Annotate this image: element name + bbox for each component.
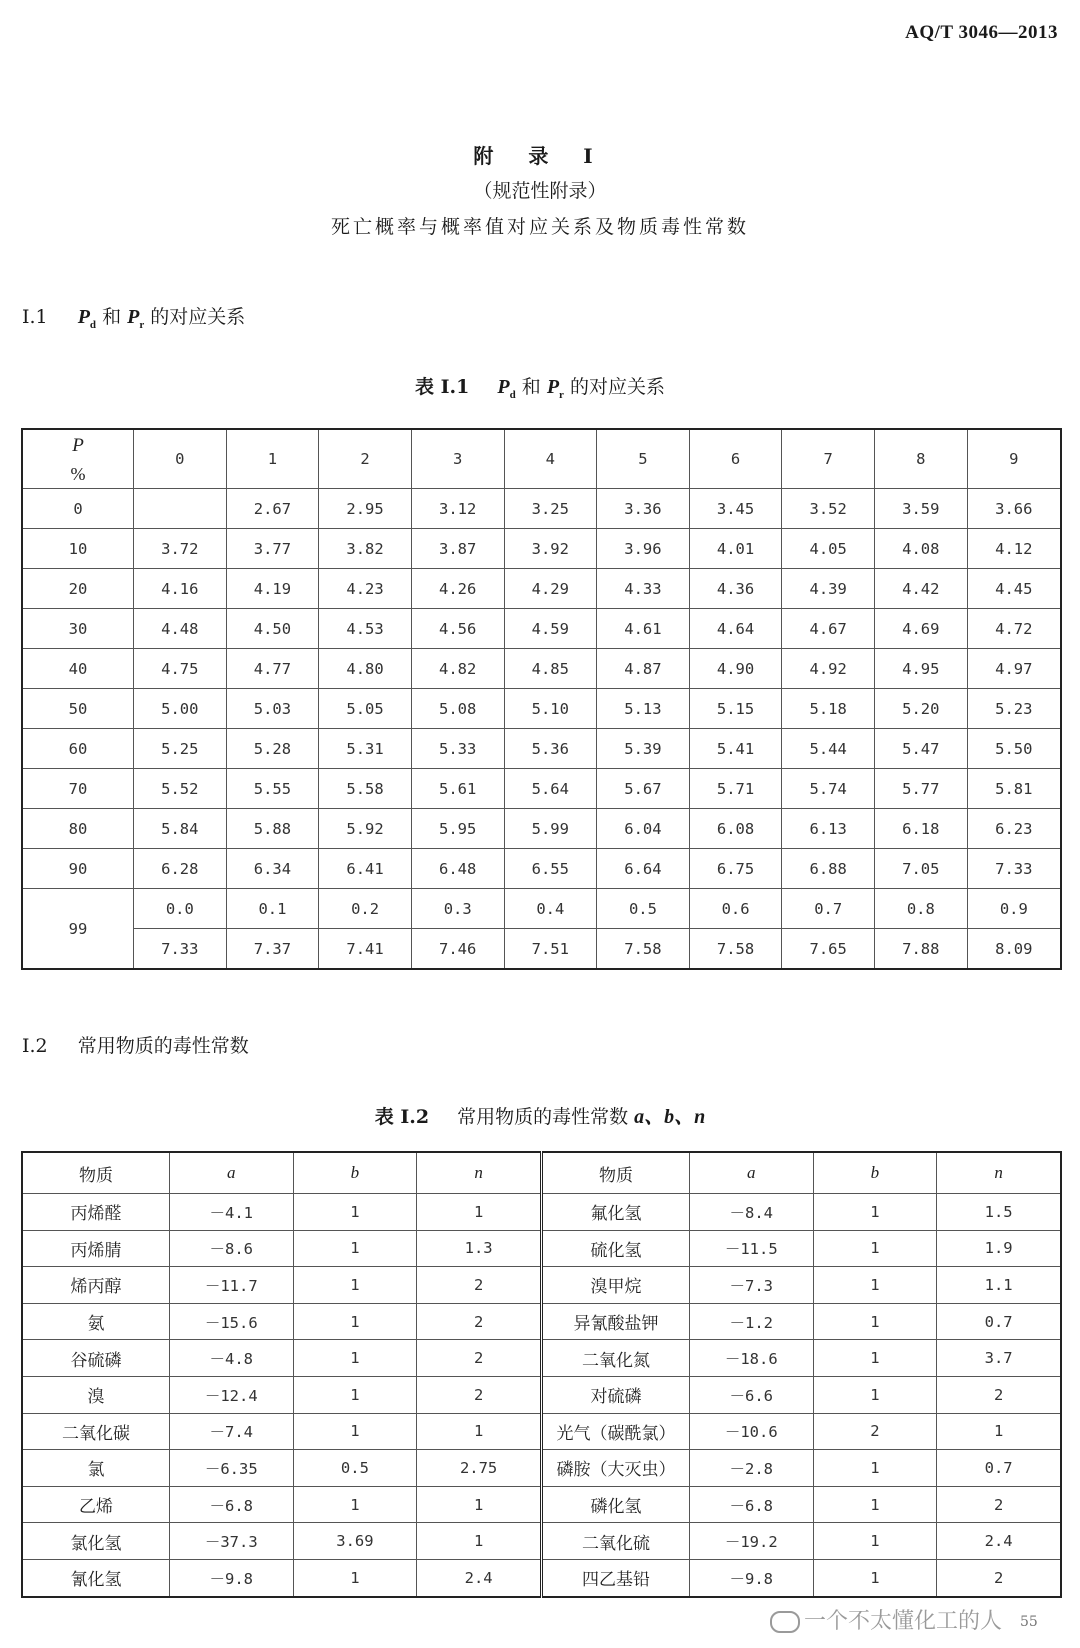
table-row xyxy=(22,1340,1061,1377)
page-number: 55 xyxy=(1020,1614,1038,1630)
table-cell: 6.88 xyxy=(782,849,875,889)
p-symbol: P xyxy=(72,434,84,456)
table-cell: 1 xyxy=(813,1267,937,1304)
table-cell: 3.59 xyxy=(875,489,968,529)
table-cell: 3.77 xyxy=(226,529,319,569)
table-cell: 5.92 xyxy=(319,809,412,849)
table-cell: 1 xyxy=(293,1340,417,1377)
table-cell: 4.19 xyxy=(226,569,319,609)
substance-name: 溴甲烷 xyxy=(541,1267,689,1304)
table-cell: 5.05 xyxy=(319,689,412,729)
substance-name: 氯 xyxy=(22,1450,169,1487)
table-cell: 6.23 xyxy=(967,809,1061,849)
table-cell: 4.90 xyxy=(689,649,782,689)
substance-name: 光气（碳酰氯） xyxy=(541,1413,689,1450)
watermark-text: 一个不太懂化工的人 xyxy=(804,1609,1003,1634)
row-label: 80 xyxy=(22,809,134,849)
table-cell: －10.6 xyxy=(689,1413,813,1450)
table-cell: 3.96 xyxy=(597,529,690,569)
table-cell: 4.80 xyxy=(319,649,412,689)
caption-number: 表 I.2 xyxy=(374,1106,430,1128)
column-header: 4 xyxy=(504,429,597,489)
table-row xyxy=(22,689,1061,729)
table-cell: 2 xyxy=(417,1267,542,1304)
table-cell: 0.7 xyxy=(937,1303,1061,1340)
table-cell: 3.52 xyxy=(782,489,875,529)
table-cell: 5.77 xyxy=(875,769,968,809)
table-cell: 1 xyxy=(293,1194,417,1231)
table-cell: －8.6 xyxy=(169,1230,293,1267)
table-cell: 0.7 xyxy=(937,1450,1061,1487)
table-cell: －2.8 xyxy=(689,1450,813,1487)
column-header: 8 xyxy=(875,429,968,489)
table-cell: 2 xyxy=(937,1486,1061,1523)
table-cell: 7.33 xyxy=(967,849,1061,889)
table-cell: 6.28 xyxy=(134,849,227,889)
column-header: 9 xyxy=(967,429,1061,489)
table-cell: 4.42 xyxy=(875,569,968,609)
section-heading-1 xyxy=(22,302,245,331)
table-cell: 5.08 xyxy=(411,689,504,729)
table-cell: 1 xyxy=(813,1376,937,1413)
table-cell: 4.59 xyxy=(504,609,597,649)
table-cell: 2 xyxy=(813,1413,937,1450)
table-cell: 6.75 xyxy=(689,849,782,889)
corner-p xyxy=(23,431,133,460)
table-cell: 7.46 xyxy=(411,929,504,970)
table-row xyxy=(22,489,1061,529)
table-cell: 7.58 xyxy=(597,929,690,970)
table-cell: 5.28 xyxy=(226,729,319,769)
table-cell: 4.26 xyxy=(411,569,504,609)
substance-name: 溴 xyxy=(22,1376,169,1413)
table-cell: 1 xyxy=(937,1413,1061,1450)
table-cell: 2.67 xyxy=(226,489,319,529)
table-cell: 1 xyxy=(293,1230,417,1267)
table-cell: 2 xyxy=(937,1376,1061,1413)
table-cell: 5.15 xyxy=(689,689,782,729)
table-row xyxy=(22,609,1061,649)
table-cell: 5.67 xyxy=(597,769,690,809)
substance-name: 异氰酸盐钾 xyxy=(541,1303,689,1340)
table-cell: 5.10 xyxy=(504,689,597,729)
table-cell: －9.8 xyxy=(169,1559,293,1596)
table-row xyxy=(22,1194,1061,1231)
table-cell: 7.58 xyxy=(689,929,782,970)
table-cell: 1 xyxy=(293,1486,417,1523)
table-row xyxy=(22,1303,1061,1340)
appendix-title: 附 录 I xyxy=(473,144,607,168)
section-title: 常用物质的毒性常数 xyxy=(77,1035,249,1057)
table-cell: 1 xyxy=(293,1303,417,1340)
pd-symbol: $P_d$ xyxy=(77,306,97,331)
table-cell: 5.58 xyxy=(319,769,412,809)
table-cell: 1 xyxy=(293,1413,417,1450)
table2-caption xyxy=(0,1100,1080,1129)
table-cell: 3.36 xyxy=(597,489,690,529)
pd-symbol: $P_d$ xyxy=(497,376,516,401)
substance-name: 丙烯醛 xyxy=(22,1194,169,1231)
table-cell: 5.13 xyxy=(597,689,690,729)
row-label: 99 xyxy=(22,889,134,970)
table-cell: 2.4 xyxy=(937,1523,1061,1560)
table-cell: 5.50 xyxy=(967,729,1061,769)
column-header: 7 xyxy=(782,429,875,489)
table-cell: 1 xyxy=(813,1523,937,1560)
column-header: 0 xyxy=(134,429,227,489)
row-label: 30 xyxy=(22,609,134,649)
substance-name: 二氧化碳 xyxy=(22,1413,169,1450)
column-header: a xyxy=(169,1152,293,1194)
table-cell: 7.33 xyxy=(134,929,227,970)
table-cell: 1 xyxy=(293,1376,417,1413)
table-cell: 1 xyxy=(813,1194,937,1231)
table-cell: －6.35 xyxy=(169,1450,293,1487)
table-cell: 3.7 xyxy=(937,1340,1061,1377)
substance-name: 磷胺（大灭虫） xyxy=(541,1450,689,1487)
column-header: 6 xyxy=(689,429,782,489)
table-cell: 0.8 xyxy=(875,889,968,929)
row-label: 70 xyxy=(22,769,134,809)
table-cell: 4.69 xyxy=(875,609,968,649)
substance-name: 烯丙醇 xyxy=(22,1267,169,1304)
table-cell: 5.33 xyxy=(411,729,504,769)
table-cell: 3.12 xyxy=(411,489,504,529)
appendix-name: 死亡概率与概率值对应关系及物质毒性常数 xyxy=(330,216,749,238)
table-cell: 5.99 xyxy=(504,809,597,849)
caption-text: 常用物质的毒性常数 xyxy=(457,1106,629,1128)
table-cell: 0.5 xyxy=(293,1450,417,1487)
row-label: 10 xyxy=(22,529,134,569)
table-cell: 4.82 xyxy=(411,649,504,689)
substance-name: 二氧化硫 xyxy=(541,1523,689,1560)
table-cell: 4.16 xyxy=(134,569,227,609)
table-cell: 6.41 xyxy=(319,849,412,889)
table-cell: 0.0 xyxy=(134,889,227,929)
and-word: 和 xyxy=(521,376,541,398)
table-cell: 1 xyxy=(813,1303,937,1340)
table-cell: 4.64 xyxy=(689,609,782,649)
and-word: 和 xyxy=(102,306,122,328)
table-cell: 2 xyxy=(417,1340,542,1377)
table-cell: 1.1 xyxy=(937,1267,1061,1304)
column-header: 2 xyxy=(319,429,412,489)
table-cell: 6.55 xyxy=(504,849,597,889)
corner-cell xyxy=(22,429,134,489)
table-cell: 2 xyxy=(417,1376,542,1413)
table-cell: －12.4 xyxy=(169,1376,293,1413)
table-cell: 1 xyxy=(293,1559,417,1596)
table-cell: －1.2 xyxy=(689,1303,813,1340)
table-cell: 5.61 xyxy=(411,769,504,809)
table-cell: 5.55 xyxy=(226,769,319,809)
table-cell: 0.7 xyxy=(782,889,875,929)
table-cell: －8.4 xyxy=(689,1194,813,1231)
pr-symbol: $P_r$ xyxy=(546,376,564,401)
table-cell: 5.41 xyxy=(689,729,782,769)
table-cell: 4.97 xyxy=(967,649,1061,689)
table-cell: 7.41 xyxy=(319,929,412,970)
table-row xyxy=(22,849,1061,889)
table-cell: 6.08 xyxy=(689,809,782,849)
table-cell: 2 xyxy=(417,1303,542,1340)
table-cell: 6.18 xyxy=(875,809,968,849)
standard-code: AQ/T 3046—2013 xyxy=(905,22,1058,43)
table-cell: 4.50 xyxy=(226,609,319,649)
table-cell: 4.12 xyxy=(967,529,1061,569)
table-cell: 4.53 xyxy=(319,609,412,649)
table-cell: 3.25 xyxy=(504,489,597,529)
row-label: 60 xyxy=(22,729,134,769)
table-cell: 4.67 xyxy=(782,609,875,649)
table-cell: －6.8 xyxy=(689,1486,813,1523)
table-row-99-subheader xyxy=(22,889,1061,929)
substance-name: 硫化氢 xyxy=(541,1230,689,1267)
table-cell: 5.18 xyxy=(782,689,875,729)
substance-name: 氨 xyxy=(22,1303,169,1340)
table-cell: －37.3 xyxy=(169,1523,293,1560)
table-cell: 7.88 xyxy=(875,929,968,970)
table-cell: 4.05 xyxy=(782,529,875,569)
column-header: 1 xyxy=(226,429,319,489)
table-cell: 7.05 xyxy=(875,849,968,889)
table-cell: 1 xyxy=(813,1486,937,1523)
table-cell: 3.66 xyxy=(967,489,1061,529)
appendix-subtitle: （规范性附录） xyxy=(473,180,607,202)
table-cell: 2.95 xyxy=(319,489,412,529)
table-cell: 4.45 xyxy=(967,569,1061,609)
table-cell: 0.3 xyxy=(411,889,504,929)
table-cell: 0.5 xyxy=(597,889,690,929)
table-cell: 3.92 xyxy=(504,529,597,569)
row-label: 40 xyxy=(22,649,134,689)
table-cell: 4.56 xyxy=(411,609,504,649)
caption-vars: a、b、n xyxy=(634,1106,706,1128)
table-cell: 1 xyxy=(417,1413,542,1450)
column-header: a xyxy=(689,1152,813,1194)
table-cell: －7.3 xyxy=(689,1267,813,1304)
table-cell: 7.65 xyxy=(782,929,875,970)
table-cell: 8.09 xyxy=(967,929,1061,970)
table-cell: 4.72 xyxy=(967,609,1061,649)
table-cell: 4.23 xyxy=(319,569,412,609)
table-row xyxy=(22,1267,1061,1304)
row-label: 90 xyxy=(22,849,134,889)
table-cell: 3.45 xyxy=(689,489,782,529)
table-cell: 2 xyxy=(937,1559,1061,1596)
column-header: 3 xyxy=(411,429,504,489)
section-number: I.1 xyxy=(22,306,48,328)
table-cell: 4.92 xyxy=(782,649,875,689)
table-cell: 5.23 xyxy=(967,689,1061,729)
table-cell: 3.69 xyxy=(293,1523,417,1560)
watermark xyxy=(770,1604,1002,1635)
table-row xyxy=(22,729,1061,769)
wechat-icon xyxy=(770,1611,800,1633)
section-number: I.2 xyxy=(22,1035,48,1057)
table-cell: 4.75 xyxy=(134,649,227,689)
table-cell: 1 xyxy=(813,1340,937,1377)
row-label: 0 xyxy=(22,489,134,529)
table-cell: －9.8 xyxy=(689,1559,813,1596)
table-cell: 5.00 xyxy=(134,689,227,729)
table1-caption xyxy=(0,372,1080,401)
table-cell: －11.5 xyxy=(689,1230,813,1267)
caption-tail: 的对应关系 xyxy=(569,376,665,398)
substance-name: 二氧化氮 xyxy=(541,1340,689,1377)
table-cell: 4.33 xyxy=(597,569,690,609)
table-row xyxy=(22,1559,1061,1596)
table-cell: 5.03 xyxy=(226,689,319,729)
table-cell: 5.36 xyxy=(504,729,597,769)
table-row xyxy=(22,1486,1061,1523)
table-cell: 5.95 xyxy=(411,809,504,849)
table-cell xyxy=(134,489,227,529)
table-cell: 2.4 xyxy=(417,1559,542,1596)
table-cell: 5.31 xyxy=(319,729,412,769)
column-header: n xyxy=(417,1152,542,1194)
toxicity-constants-table xyxy=(21,1151,1062,1598)
table-cell: 1 xyxy=(813,1559,937,1596)
table-header-row xyxy=(22,1152,1061,1194)
table-cell: 1 xyxy=(417,1194,542,1231)
table-cell: 0.2 xyxy=(319,889,412,929)
substance-name: 四乙基铅 xyxy=(541,1559,689,1596)
table-cell: 6.13 xyxy=(782,809,875,849)
table-cell: －4.8 xyxy=(169,1340,293,1377)
substance-name: 磷化氢 xyxy=(541,1486,689,1523)
substance-name: 氟化氢 xyxy=(541,1194,689,1231)
table-cell: 0.1 xyxy=(226,889,319,929)
table-cell: 1 xyxy=(813,1230,937,1267)
table-cell: 5.84 xyxy=(134,809,227,849)
table-row xyxy=(22,569,1061,609)
table-cell: －11.7 xyxy=(169,1267,293,1304)
row-label: 20 xyxy=(22,569,134,609)
table-cell: －15.6 xyxy=(169,1303,293,1340)
substance-name: 谷硫磷 xyxy=(22,1340,169,1377)
table-cell: 4.48 xyxy=(134,609,227,649)
table-cell: 4.29 xyxy=(504,569,597,609)
table-cell: 1 xyxy=(417,1523,542,1560)
table-row xyxy=(22,529,1061,569)
table-cell: 1.9 xyxy=(937,1230,1061,1267)
table-cell: 4.08 xyxy=(875,529,968,569)
section-title-tail: 的对应关系 xyxy=(150,306,246,328)
table-cell: 1 xyxy=(293,1267,417,1304)
table-cell: －6.6 xyxy=(689,1376,813,1413)
table-cell: 5.71 xyxy=(689,769,782,809)
table-cell: 3.72 xyxy=(134,529,227,569)
corner-unit: % xyxy=(70,463,86,484)
substance-name: 氯化氢 xyxy=(22,1523,169,1560)
table-cell: 7.37 xyxy=(226,929,319,970)
table-row xyxy=(22,1413,1061,1450)
table-cell: 1 xyxy=(417,1486,542,1523)
table-cell: 5.44 xyxy=(782,729,875,769)
column-header: 物质 xyxy=(541,1152,689,1194)
table-cell: 5.47 xyxy=(875,729,968,769)
table-cell: 4.39 xyxy=(782,569,875,609)
table-cell: 5.81 xyxy=(967,769,1061,809)
table-cell: 5.39 xyxy=(597,729,690,769)
substance-name: 乙烯 xyxy=(22,1486,169,1523)
substance-name: 丙烯腈 xyxy=(22,1230,169,1267)
column-header: 物质 xyxy=(22,1152,169,1194)
table-cell: 4.61 xyxy=(597,609,690,649)
substance-name: 氰化氢 xyxy=(22,1559,169,1596)
table-cell: 4.95 xyxy=(875,649,968,689)
column-header: n xyxy=(937,1152,1061,1194)
table-cell: 5.74 xyxy=(782,769,875,809)
table-row xyxy=(22,649,1061,689)
table-cell: 6.64 xyxy=(597,849,690,889)
table-row xyxy=(22,1523,1061,1560)
table-cell: 5.52 xyxy=(134,769,227,809)
substance-name: 对硫磷 xyxy=(541,1376,689,1413)
table-row-99-values xyxy=(22,929,1061,970)
pr-symbol: $P_r$ xyxy=(127,306,145,331)
table-cell: 4.85 xyxy=(504,649,597,689)
table-cell: 0.4 xyxy=(504,889,597,929)
table-cell: 6.48 xyxy=(411,849,504,889)
table-row xyxy=(22,1376,1061,1413)
table-cell: 1.5 xyxy=(937,1194,1061,1231)
table-cell: 3.82 xyxy=(319,529,412,569)
table-cell: 2.75 xyxy=(417,1450,542,1487)
table-cell: 0.9 xyxy=(967,889,1061,929)
table-cell: 1 xyxy=(813,1450,937,1487)
table-cell: 5.88 xyxy=(226,809,319,849)
table-cell: 5.64 xyxy=(504,769,597,809)
section-heading-2 xyxy=(22,1031,249,1058)
table-cell: 5.25 xyxy=(134,729,227,769)
caption-number: 表 I.1 xyxy=(414,376,470,398)
table-cell: 0.6 xyxy=(689,889,782,929)
table-cell: 4.36 xyxy=(689,569,782,609)
row-label: 50 xyxy=(22,689,134,729)
table-row xyxy=(22,809,1061,849)
column-header: 5 xyxy=(597,429,690,489)
table-cell: 3.87 xyxy=(411,529,504,569)
table-cell: 4.77 xyxy=(226,649,319,689)
table-cell: 7.51 xyxy=(504,929,597,970)
table-row xyxy=(22,1450,1061,1487)
probit-table xyxy=(21,428,1062,970)
column-header: b xyxy=(293,1152,417,1194)
table-cell: 5.20 xyxy=(875,689,968,729)
table-cell: 4.87 xyxy=(597,649,690,689)
table-cell: －7.4 xyxy=(169,1413,293,1450)
column-header: b xyxy=(813,1152,937,1194)
table-cell: 4.01 xyxy=(689,529,782,569)
table-cell: 1.3 xyxy=(417,1230,542,1267)
table-cell: －6.8 xyxy=(169,1486,293,1523)
table-cell: －4.1 xyxy=(169,1194,293,1231)
table-cell: －18.6 xyxy=(689,1340,813,1377)
table-cell: －19.2 xyxy=(689,1523,813,1560)
table-row xyxy=(22,1230,1061,1267)
table-row xyxy=(22,769,1061,809)
table-header-row xyxy=(22,429,1061,489)
table-cell: 6.34 xyxy=(226,849,319,889)
table-cell: 6.04 xyxy=(597,809,690,849)
